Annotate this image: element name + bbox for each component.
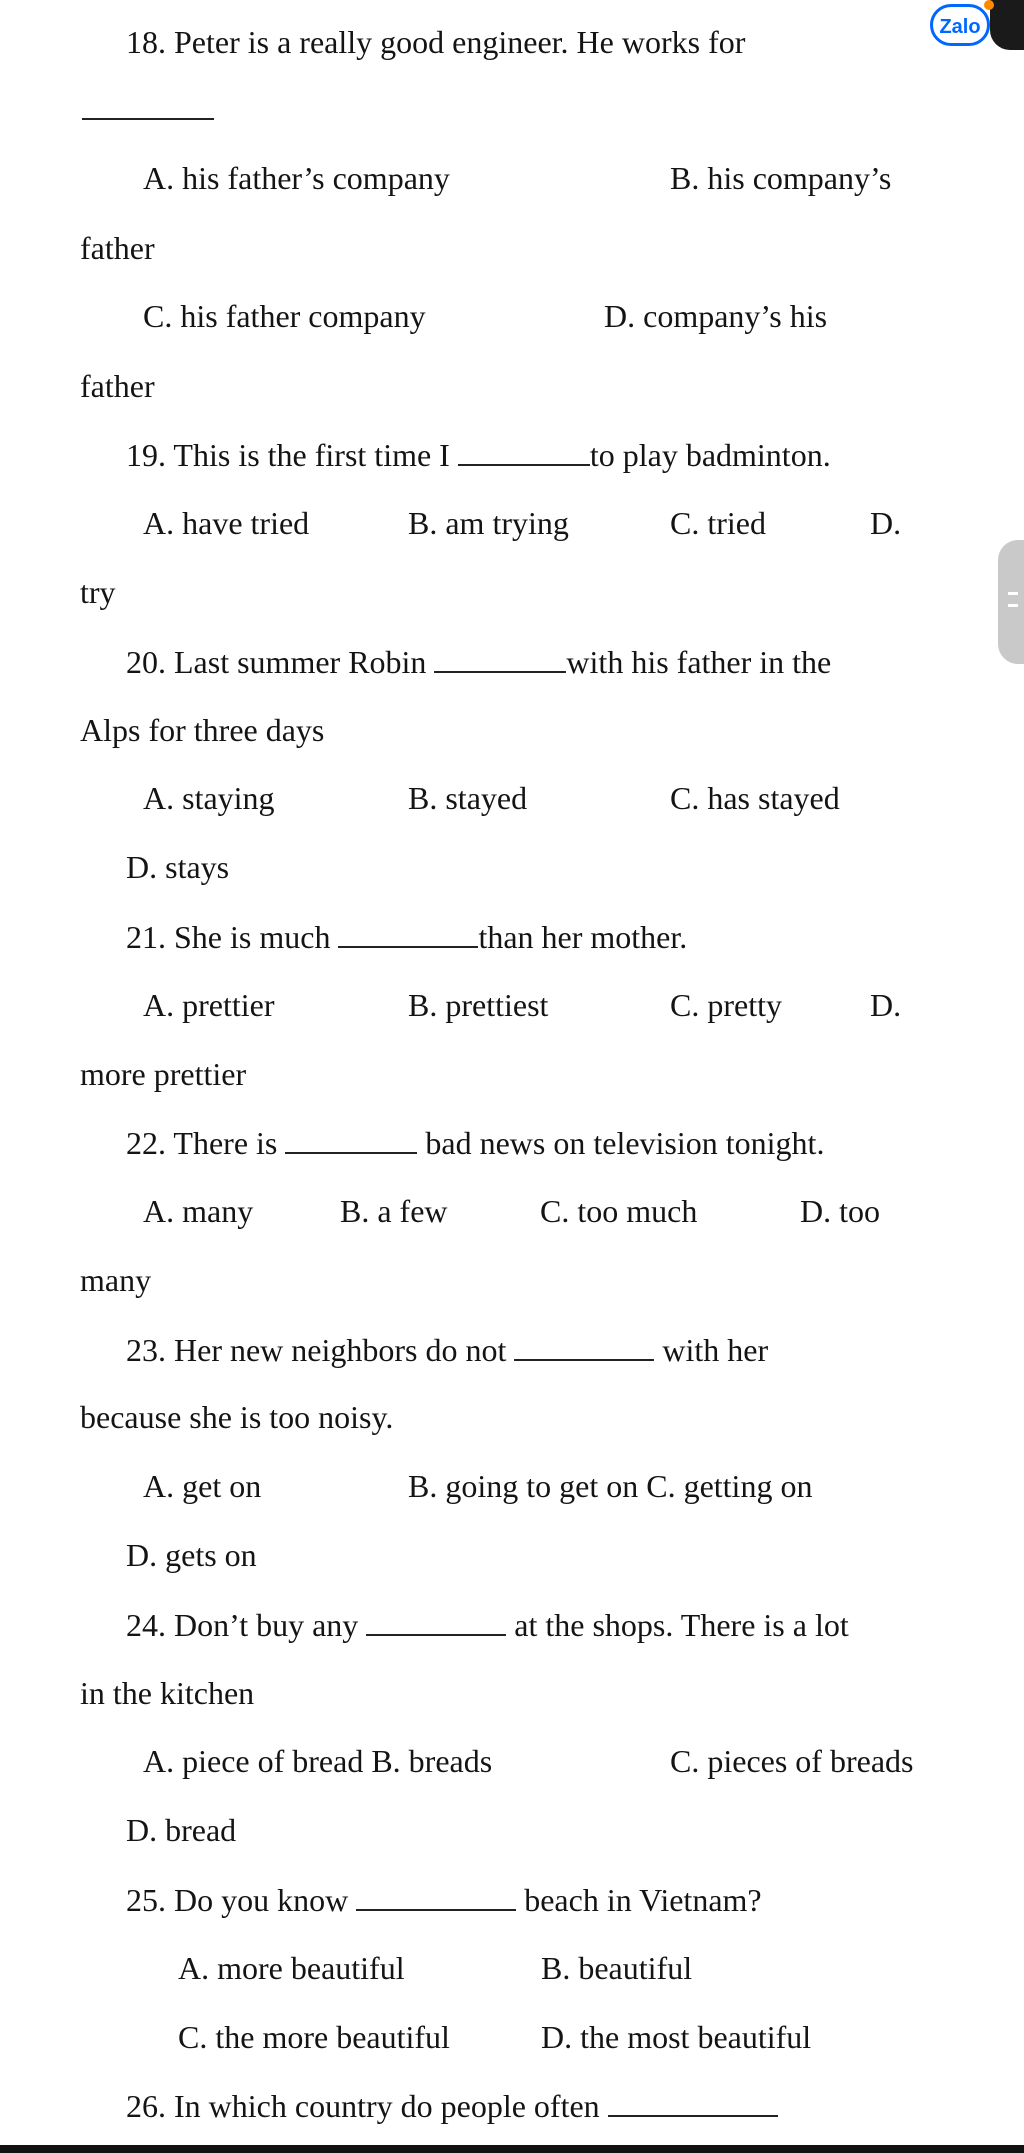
q25-option-d: D. the most beautiful: [541, 2019, 812, 2055]
q22-option-d: D. too: [800, 1193, 880, 1229]
q20-stem-continuation: Alps for three days: [80, 712, 325, 748]
q24-stem-continuation: in the kitchen: [80, 1675, 255, 1711]
q21-stem-pre: 21. She is much: [126, 919, 331, 955]
q23-option-a: A. get on: [143, 1468, 262, 1504]
bottom-edge-bar: [0, 2145, 1024, 2153]
zalo-app-badge[interactable]: Zalo: [930, 4, 990, 46]
q24-option-c: C. pieces of breads: [670, 1743, 914, 1779]
handle-grip-line: [1008, 604, 1018, 607]
q26-stem-pre: 26. In which country do people often: [126, 2088, 600, 2124]
q22-option-d-continuation: many: [80, 1262, 152, 1298]
corner-decoration: [990, 0, 1024, 50]
q24-option-a-b: A. piece of bread B. breads: [143, 1743, 493, 1779]
q26-blank: [608, 2085, 778, 2117]
question-21-stem: [126, 916, 687, 957]
question-19-stem: [126, 434, 831, 475]
question-26-stem: [126, 2085, 778, 2126]
q22-blank: [285, 1122, 417, 1154]
q21-option-d-continuation: more prettier: [80, 1056, 247, 1092]
q19-blank: [458, 434, 590, 466]
q25-stem-pre: 25. Do you know: [126, 1882, 349, 1918]
q24-blank: [366, 1604, 506, 1636]
handle-grip-line: [1008, 592, 1018, 595]
q18-option-c: C. his father company: [143, 298, 426, 334]
q23-stem-pre: 23. Her new neighbors do not: [126, 1332, 507, 1368]
q23-blank: [514, 1329, 654, 1361]
q23-option-b-c: B. going to get on C. getting on: [408, 1468, 813, 1504]
q25-option-a: A. more beautiful: [178, 1950, 405, 1986]
q22-option-b: B. a few: [340, 1193, 448, 1229]
q21-blank: [338, 916, 478, 948]
q19-stem-pre: 19. This is the first time I: [126, 437, 450, 473]
q18-option-d: D. company’s his: [604, 298, 828, 334]
question-23-stem: [126, 1329, 768, 1370]
q21-option-d: D.: [870, 987, 902, 1023]
q25-option-b: B. beautiful: [541, 1950, 693, 1986]
question-18-blank: [82, 88, 214, 129]
q19-option-d-continuation: try: [80, 574, 116, 610]
q22-option-c: C. too much: [540, 1193, 698, 1229]
question-22-stem: [126, 1122, 824, 1163]
q22-stem-post: bad news on television tonight.: [425, 1125, 825, 1161]
q24-stem-pre: 24. Don’t buy any: [126, 1607, 359, 1643]
q19-option-a: A. have tried: [143, 505, 310, 541]
side-panel-handle[interactable]: [998, 540, 1024, 664]
q20-stem-pre: 20. Last summer Robin: [126, 644, 427, 680]
q19-stem-post: to play badminton.: [589, 437, 831, 473]
q22-option-a: A. many: [143, 1193, 254, 1229]
question-24-stem: [126, 1604, 849, 1645]
q20-option-b: B. stayed: [408, 780, 528, 816]
q20-stem-post: with his father in the: [566, 644, 832, 680]
q20-option-d: D. stays: [126, 849, 230, 885]
q22-stem-pre: 22. There is: [126, 1125, 278, 1161]
notification-dot: [984, 0, 994, 10]
question-20-stem: [126, 641, 831, 682]
q21-stem-post: than her mother.: [478, 919, 688, 955]
q25-stem-post: beach in Vietnam?: [524, 1882, 762, 1918]
q18-option-b: B. his company’s: [670, 160, 892, 196]
q18-option-b-continuation: father: [80, 230, 155, 266]
q18-option-a: A. his father’s company: [143, 160, 450, 196]
q19-option-b: B. am trying: [408, 505, 569, 541]
q25-blank: [356, 1879, 516, 1911]
q21-option-a: A. prettier: [143, 987, 275, 1023]
q25-option-c: C. the more beautiful: [178, 2019, 450, 2055]
q23-option-d: D. gets on: [126, 1537, 257, 1573]
q20-option-a: A. staying: [143, 780, 275, 816]
q21-option-c: C. pretty: [670, 987, 782, 1023]
q23-stem-post: with her: [662, 1332, 769, 1368]
q24-option-d: D. bread: [126, 1812, 237, 1848]
q20-blank: [434, 641, 566, 673]
question-18-stem: 18. Peter is a really good engineer. He works for: [126, 24, 746, 60]
q20-option-c: C. has stayed: [670, 780, 840, 816]
q21-option-b: B. prettiest: [408, 987, 549, 1023]
q24-stem-post: at the shops. There is a lot: [514, 1607, 849, 1643]
q23-stem-continuation: because she is too noisy.: [80, 1399, 394, 1435]
q19-option-d: D.: [870, 505, 902, 541]
question-25-stem: [126, 1879, 762, 1920]
q19-option-c: C. tried: [670, 505, 766, 541]
q18-option-d-continuation: father: [80, 368, 155, 404]
